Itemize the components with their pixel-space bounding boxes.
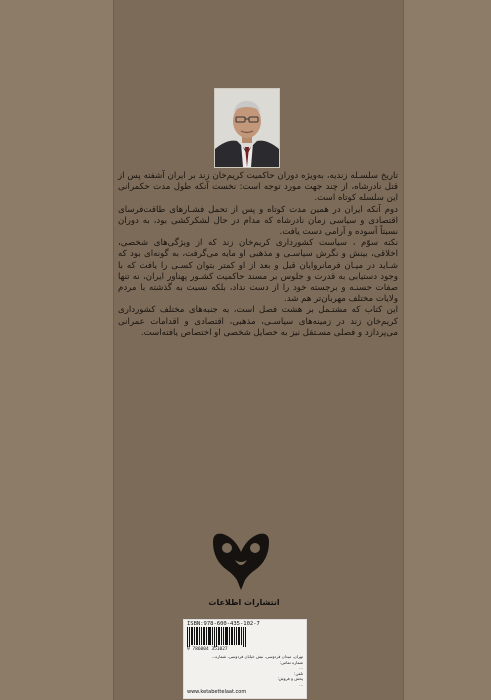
publisher-name: انتشارات اطلاعات (208, 598, 280, 607)
info-line: پخش و فروش: (277, 676, 303, 682)
author-portrait-image (215, 89, 279, 167)
barcode-digits: 9 786004 351027 (187, 647, 228, 652)
barcode-icon (187, 627, 247, 647)
isbn-text: ISBN:978-600-435-102-7 (187, 621, 260, 627)
blurb-paragraph-3: نکته سوّم ، سیاست کشورداری کریم‌خان زند که از ویژگی‌های شخصی، اخلاقی، بینش و نگرش سیاسـی و مذهبی او مایه می‌گرفت، به گونه‌ای بود که شـاید در میـان فرمانروایان قبل و بعد از او کمتر بتوان کسـی را یافت که با وجود دستیابی به قدرت و جلوس بر مسند حاکمیت کشـور پهناور ایران، نه تنها صفات حسنـه و برجسته خود را از دست نداد، بلکه نسبت به گذشته با مردم ولایات مختلف مهربان‌تر هم شد. (118, 238, 398, 305)
blurb-paragraph-1: تاریخ سلسـله زندیه، به‌ویژه دوران حاکمیت کریم‌خان زند بر ایران آشفته پس از قتل نادرشاه، از چند جهت مورد توجه است: نخست آنکه طول مدت حکمرانی این سلسله کوتاه است. (118, 171, 398, 204)
info-line: تهران، میدان فردوسی، نبش خیابان فردوسی، شماره... (211, 654, 303, 659)
info-line: شماره تماس: (279, 659, 303, 665)
publisher-website: www.ketabettelaat.com (187, 689, 247, 695)
blurb-paragraph-4: این کتاب که مشتـمل بر هشت فصل است، به جنبه‌های مختلف کشورداری کریم‌خان زند در زمینه‌های سیاسـی، مذهبی، اقتصادی و اقدامات عمرانی می‌پردازد و فصلی مسـتقل نیز به خصایل شخصی او اختصاص یافته‌است. (118, 305, 398, 338)
blurb-text (118, 171, 398, 339)
publisher-logo-icon (205, 530, 277, 594)
isbn-barcode-label (183, 619, 307, 699)
info-line: تلفن: (294, 670, 303, 676)
info-line: ... (299, 665, 303, 671)
author-photo (214, 88, 280, 168)
info-line: ... (299, 681, 303, 687)
blurb-paragraph-2: دوم آنکه ایران در همین مدت کوتاه و پس از تحمل فشـارهای طاقت‌فرسای اقتصادی و سیاسی زمان نادرشاه که مدام در حال لشکرکشی بود، به دوران نسبتاً آسوده و آرامی دست یافت. (118, 204, 398, 238)
publisher-info (189, 654, 303, 688)
